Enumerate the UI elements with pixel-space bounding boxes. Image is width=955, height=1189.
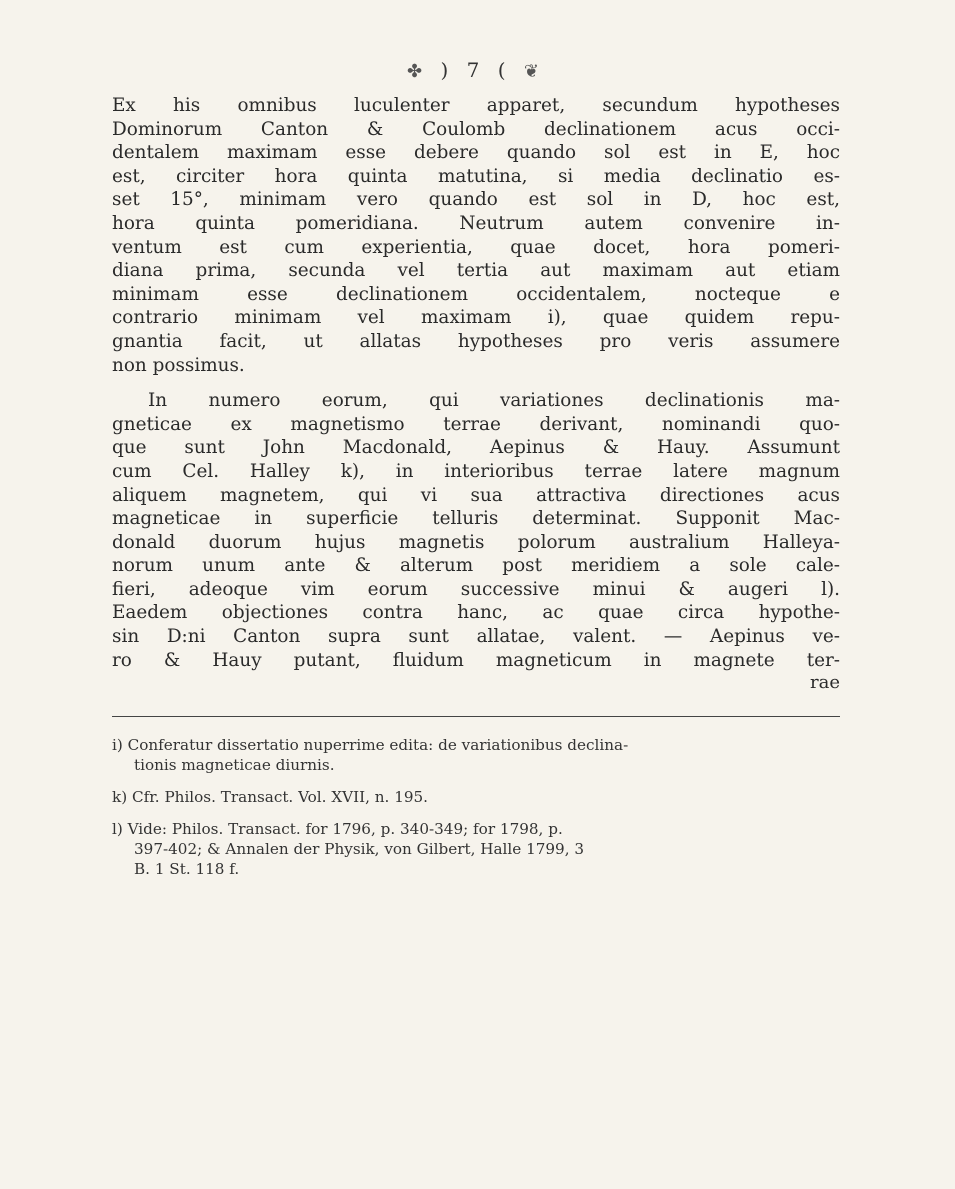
text-line: minimam esse declinationem occidentalem, nocteque e [112, 283, 840, 305]
right-ornament-icon: ❦ [523, 61, 545, 82]
text-line: Ex his omnibus luculenter apparet, secundum hypotheses [112, 95, 840, 116]
text-line: contrario minimam vel maximam i), quae quidem repu- [112, 307, 840, 329]
text-line: donald duorum hujus magnetis polorum australium Halleya- [112, 531, 840, 553]
text-line: que sunt John Macdonald, Aepinus & Hauy. Assumunt [112, 437, 840, 459]
paragraph-2 [112, 389, 840, 672]
text-line: non possimus. [112, 354, 245, 376]
footnote-line: tionis magneticae diurnis. [134, 756, 335, 775]
catchword: rae [810, 672, 840, 694]
left-ornament-icon: ✤ [407, 61, 429, 82]
text-line: cum Cel. Halley k), in interioribus terrae latere magnum [112, 460, 840, 482]
footnote-k [112, 787, 840, 807]
footnote-line: 397-402; & Annalen der Physik, von Gilbert, Halle 1799, 3 [134, 840, 585, 859]
footnote-i [112, 735, 840, 775]
text-line: est, circiter hora quinta matutina, si media declinatio es- [112, 165, 840, 187]
text-line: gnantia facit, ut allatas hypotheses pro veris assumere [112, 330, 840, 352]
running-header [112, 58, 840, 82]
text-line: dentalem maximam esse debere quando sol est in E, hoc [112, 142, 840, 164]
text-line: hora quinta pomeridiana. Neutrum autem convenire in- [112, 212, 840, 234]
footnote-l [112, 819, 840, 879]
text-line: diana prima, secunda vel tertia aut maximam aut etiam [112, 260, 840, 282]
footnote-line: k) Cfr. Philos. Transact. Vol. XVII, n. 195. [112, 788, 429, 807]
text-line: Eaedem objectiones contra hanc, ac quae circa hypothe- [112, 602, 840, 624]
text-line: Dominorum Canton & Coulomb declinationem acus occi- [112, 118, 840, 140]
footnotes [112, 735, 840, 879]
text-line: norum unum ante & alterum post meridiem a sole cale- [112, 555, 840, 577]
text-line: aliquem magnetem, qui vi sua attractiva directiones acus [112, 484, 840, 506]
text-line: set 15°, minimam vero quando est sol in D, hoc est, [112, 189, 840, 211]
footnote-line: l) Vide: Philos. Transact. for 1796, p. 340-349; for 1798, p. [112, 820, 563, 839]
text-line: In numero eorum, qui variationes declinationis ma- [148, 390, 840, 412]
text-line: fieri, adeoque vim eorum successive minui & augeri l). [112, 578, 840, 600]
text-line: sin D:ni Canton supra sunt allatae, valent. — Aepinus ve- [112, 626, 840, 648]
footnote-line: B. 1 St. 118 f. [134, 860, 240, 879]
page [112, 58, 840, 891]
footnote-divider [112, 716, 840, 717]
text-line: ventum est cum experientia, quae docet, hora pomeri- [112, 236, 840, 258]
text-line: gneticae ex magnetismo terrae derivant, nominandi quo- [112, 413, 840, 435]
footnote-line: i) Conferatur dissertatio nuperrime edita: de variationibus declina- [112, 736, 629, 755]
page-number: ) 7 ( [440, 58, 512, 82]
paragraph-1 [112, 94, 840, 377]
text-line: magneticae in superficie telluris determinat. Supponit Mac- [112, 508, 840, 530]
text-line: ro & Hauy putant, fluidum magneticum in magnete ter- [112, 649, 840, 671]
